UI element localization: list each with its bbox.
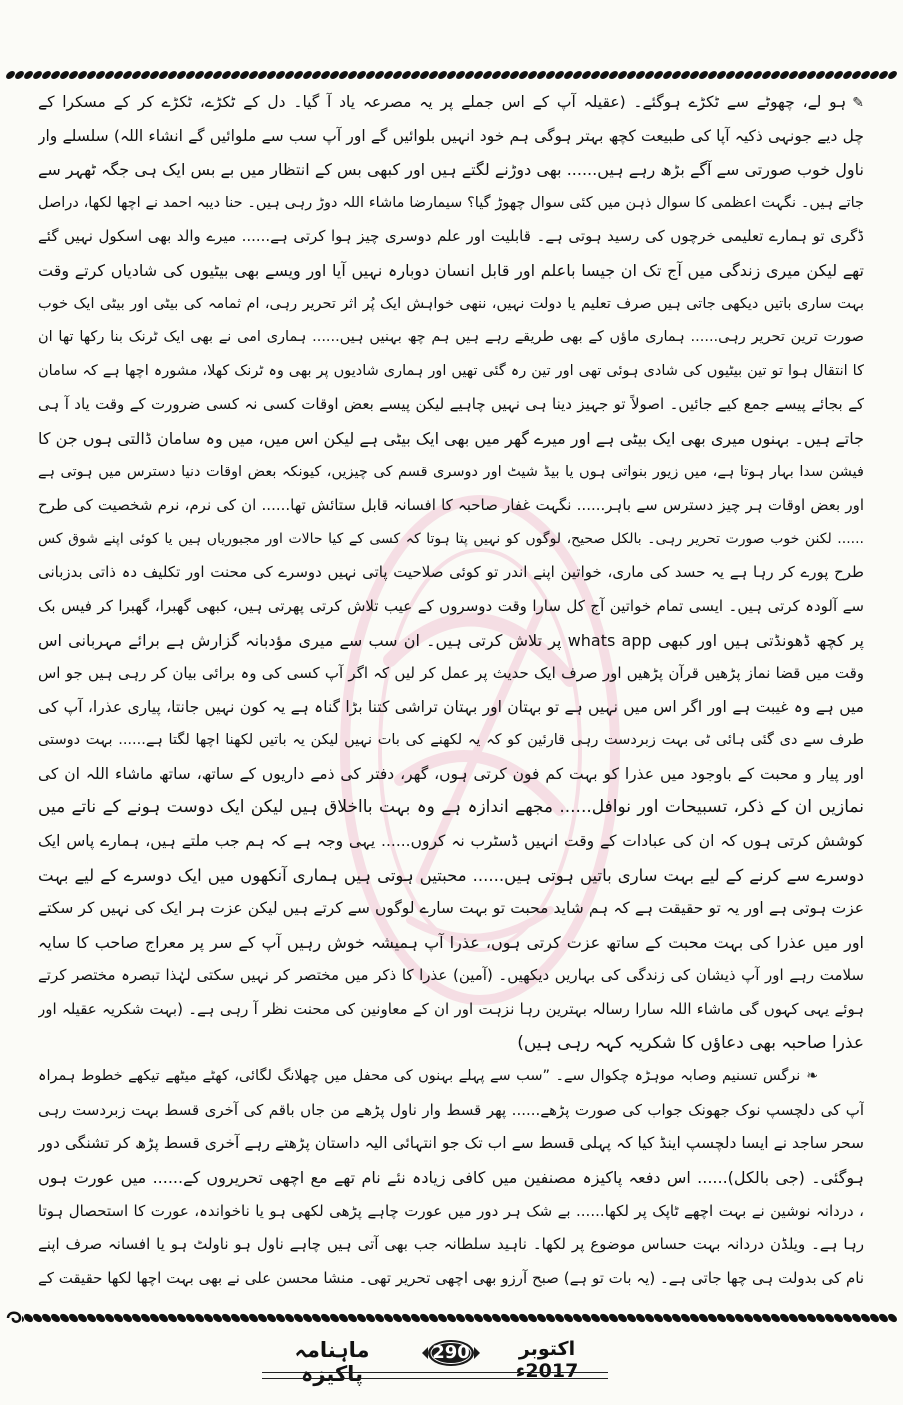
text-line: ہوئے یہی کہوں گی ماشاء اللہ سارا رسالہ بہترین رہا نزہت اور ان کے معاونین کی محنت نظر آ رہی ہے۔ (بہت شکریہ عقیلہ اور (38, 1000, 864, 1019)
text-line: کے بجائے پیسے جمع کیے جائیں۔ اصولاً تو جہیز دینا ہی نہیں چاہیے لیکن پیسے بعض اوقات کسی نہ کسی ضرورت کے وقت یاد آ ہی (38, 395, 864, 414)
text-line: فیشن سدا بہار ہوتا ہے، میں زیور بنواتی ہوں یا بیڈ شیٹ اور دوسری قسم کی چیزیں، کیونکہ بعض اوقات دنیا دسترس میں ہوتی ہے (38, 463, 864, 480)
text-line: عزت ہوتی ہے اور یہ تو حقیقت ہے کہ ہم شاید محبت تو بہت سارے لوگوں سے کرتے ہیں لیکن عزت ہر ایک کی نہیں کر سکتے (38, 899, 864, 918)
top-border-ornament (6, 68, 897, 82)
text-line: ...... لکنن خوب صورت تحریر رہی۔ بالکل صحیح، لوگوں کو نہیں پتا ہوتا کہ کسی کے کیا حالات اور مجبوریاں ہیں یا کوئی اپنے شوق کس (38, 530, 864, 547)
text-line: نام کی بدولت ہی چھا جاتی ہے۔ (یہ بات تو ہے) صبح آرزو بھی اچھی تحریر تھی۔ منشا محسن علی نے بھی بہت اچھا لکھا حقیقت کے (38, 1268, 864, 1287)
text-line: صورت ترین تحریر رہی...... ہماری ماؤں کے بھی طریقے رہے ہیں ہم چھ بہنیں ہیں...... ہماری امی نے بھی ایک ٹرنک بنا رکھا تھا ان (38, 329, 864, 346)
text-line: ، دردانہ نوشین نے بہت اچھے ٹاپک پر لکھا...... بے شک ہر دور میں عورت چاہے پڑھی لکھی ہو یا ناخواندہ، عورت کا استحصال ہوتا (38, 1201, 864, 1220)
text-line: ناول خوب صورتی سے آگے بڑھ رہے ہیں...... بھی دوڑنے لگتے ہیں اور کبھی بس کے انتظار میں بے بس ایک ہی جگہ ٹھہر سے (38, 160, 864, 180)
text-line: رہا ہے۔ ویلڈن دردانہ بہت حساس موضوع پر لکھا۔ ناہید سلطانہ جب بھی آتی ہیں چاہے ناول ہو ناولٹ ہو یا افسانہ صرف اپنے (38, 1235, 864, 1254)
text-line: تھے لیکن میری زندگی میں آج تک ان جیسا باعلم اور قابل انسان دوبارہ نہیں آیا اور ویسے بھی بیٹیوں کی شادیاں کرتے وقت (38, 260, 864, 280)
bottom-border-ornament (6, 1310, 897, 1326)
text-line: سے آلودہ کرتی ہیں۔ ایسی تمام خواتین آج کل سارا وقت دوسروں کے عیب تلاش کرتی پھرتی ہیں، کبھی گھبرا، گھبرا کر فیس بک (38, 596, 864, 615)
text-line: طرف سے دی گئی ہائی ٹی بہت زبردست رہی قارئین کو کہ یہ لکھنے کی بات نہیں لیکن یہ باتیں لکھنا اچھا لگتا ہے...... بہت دوستی (38, 732, 864, 749)
text-line (38, 86, 864, 120)
text-line: ہوگئی۔ (جی بالکل)...... اس دفعہ پاکیزہ مصنفین میں کافی زیادہ نئے نام تھے مع اچھی تحریروں کے...... میں عورت ہوں (38, 1168, 864, 1187)
pen-scribble-icon: ✎ (852, 95, 864, 111)
text-line: جاتے ہیں۔ بہنوں میری بھی ایک بیٹی ہے اور میرے گھر میں بھی ایک بیٹی ہے لیکن اس میں، میں وہ سامان ڈالتی ہوں جن کا (38, 428, 864, 448)
paragraph-aqeela-reply (38, 86, 864, 1060)
text-line: سلامت رہے اور آپ ذیشان کی زندگی کی بہاریں دیکھیں۔ (آمین) عذرا کا ذکر میں مختصر کر نہیں سکتی لہٰذا تبصرہ مختصر کرتے (38, 966, 864, 985)
page-number-badge (420, 1338, 482, 1368)
magazine-name: ماہنامہ پاکیزہ (294, 1338, 370, 1386)
text-line: دوسرے سے کرنے کے لیے بہت ساری باتیں ہوتی ہیں...... محبتیں ہوتی ہیں ہماری آنکھوں میں ایک دوسرے کے لیے بہت (38, 865, 864, 885)
article-body (38, 86, 864, 1295)
text-line: اور پیار و محبت کے باوجود میں عذرا کو بہت کم فون کرتی ہوں، گھر، دفتر کی ذمے داریوں کے ساتھ، ساتھ ماشاء اللہ ان کی (38, 764, 864, 783)
paragraph-nargis-tasneem-letter (38, 1060, 864, 1295)
text-line: سحر ساجد نے ایسا دلچسپ اینڈ کیا کہ پہلی قسط سے اب تک جو انتہائی الیہ داستان پڑھتے رہے آخری قسط پڑھ کر تشنگی دور (38, 1134, 864, 1153)
text-line (38, 1060, 864, 1094)
paragraph-mark-icon: ❧ (806, 1068, 818, 1085)
text-line: جاتے ہیں۔ نگہت اعظمی کا سوال ذہن میں کئی سوال چھوڑ گیا؟ سیمارضا ماشاء اللہ دوڑ رہی ہیں۔ حنا دیبہ احمد نے اچھا لکھا، دراصل (38, 194, 864, 211)
text-line: نمازیں ان کے ذکر، تسبیحات اور نوافل...... مجھے اندازہ ہے وہ بہت بااخلاق ہیں لیکن ایک دوست ہونے کے ناتے میں (38, 797, 864, 818)
page-footer (0, 1334, 903, 1384)
page-number: 290 (432, 1342, 470, 1363)
text-line: اور بعض اوقات ہر چیز دسترس سے باہر...... نگہت غفار صاحبہ کا افسانہ قابل ستائش تھا...... ان کی نرم، نرم شخصیت کی طرح (38, 496, 864, 515)
text-line: وقت میں قضا نماز پڑھیں قرآن پڑھیں اور صرف ایک حدیث پر عمل کر لیں کہ اگر آپ کسی کی وہ برائی بیان کر رہی ہیں جو اس (38, 664, 864, 683)
text-line: کا انتقال ہوا تو تین بیٹیوں کی شادی ہوئی تھی اور تین رہ گئی تھیں اور ہماری شادیوں پر بھی وہ ٹرنک کھلا، مشورہ اچھا ہے کہ سامان (38, 362, 864, 379)
text-line: عذرا صاحبہ بھی دعاؤں کا شکریہ کہہ رہی ہیں) (517, 1032, 864, 1053)
text-line-content: ہو لے، چھوٹے سے ٹکڑے ہوگئے۔ (عقیلہ آپ کے اس جملے پر یہ مصرعہ یاد آ گیا۔ دل کے ٹکڑے، ٹکڑے کر کے مسکرا کے (38, 93, 847, 111)
text-line: پر کچھ ڈھونڈتی ہیں اور کبھی whats app پر تلاش کرتی ہیں۔ ان سب سے میری مؤدبانہ گزارش ہے برائے مہربانی اس (38, 630, 864, 650)
text-line: میں ہے وہ غیبت ہے اور اگر اس میں نہیں ہے تو بہتان اور بہتان تراشی کتنا بڑا گناہ ہے یہ کون نہیں جانتا، پیاری عذرا، آپ کی (38, 697, 864, 716)
text-line: طرح پورے کر رہا ہے یہ حسد کی ماری، خواتین اپنے اندر تو کوئی صلاحیت پاتی نہیں دوسرے کی محنت اور تکلیف دہ ذاتی بدزبانی (38, 563, 864, 582)
text-line: بہت ساری باتیں دیکھی جاتی ہیں صرف تعلیم یا دولت نہیں، ننھی خواہش ایک پُر اثر تحریر رہی، ام ثمامہ کی بیٹی اور بیٹی ایک خوب (38, 295, 864, 312)
text-line: کوشش کرتی ہوں کہ ان کی عبادات کے وقت انہیں ڈسٹرب نہ کروں...... یہی وجہ ہے کہ ہم جب ملتے ہیں، ہمارے پاس ایک (38, 832, 864, 851)
text-line: آپ کی دلچسپ نوک جھونک جواب کی صورت پڑھے...... پھر قسط وار ناول پڑھے من جاں باقم کی آخری قسط بہت زبردست رہی (38, 1100, 864, 1119)
footer-rule (262, 1372, 608, 1379)
text-line: اور میں عذرا کی بہت محبت کے ساتھ عزت کرتی ہوں، عذرا آپ ہمیشہ خوش رہیں آپ کے سر پر معراج صاحب کا سایہ (38, 932, 864, 952)
text-line: ڈگری تو ہمارے تعلیمی خرچوں کی رسید ہوتی ہے۔ قابلیت اور علم دوسری چیز ہوا کرتی ہے...... میرے والد بھی اسکول نہیں گئے (38, 227, 864, 246)
issue-date: اکتوبر 2017ء (515, 1338, 579, 1382)
text-line: چل دیے جونہی ذکیہ آپا کی طبیعت کچھ بہتر ہوگی ہم خود انہیں بلوائیں گے اور آپ سب سے ملوائیں گے انشاء اللہ) سلسلے وار (38, 126, 864, 145)
text-line-content: نرگس تسنیم وصابہ موہڑہ چکوال سے۔ ”سب سے پہلے بہنوں کی محفل میں چھلانگ لگائی، کھٹے میٹھے تیکھے خطوط ہمراہ (38, 1068, 801, 1085)
